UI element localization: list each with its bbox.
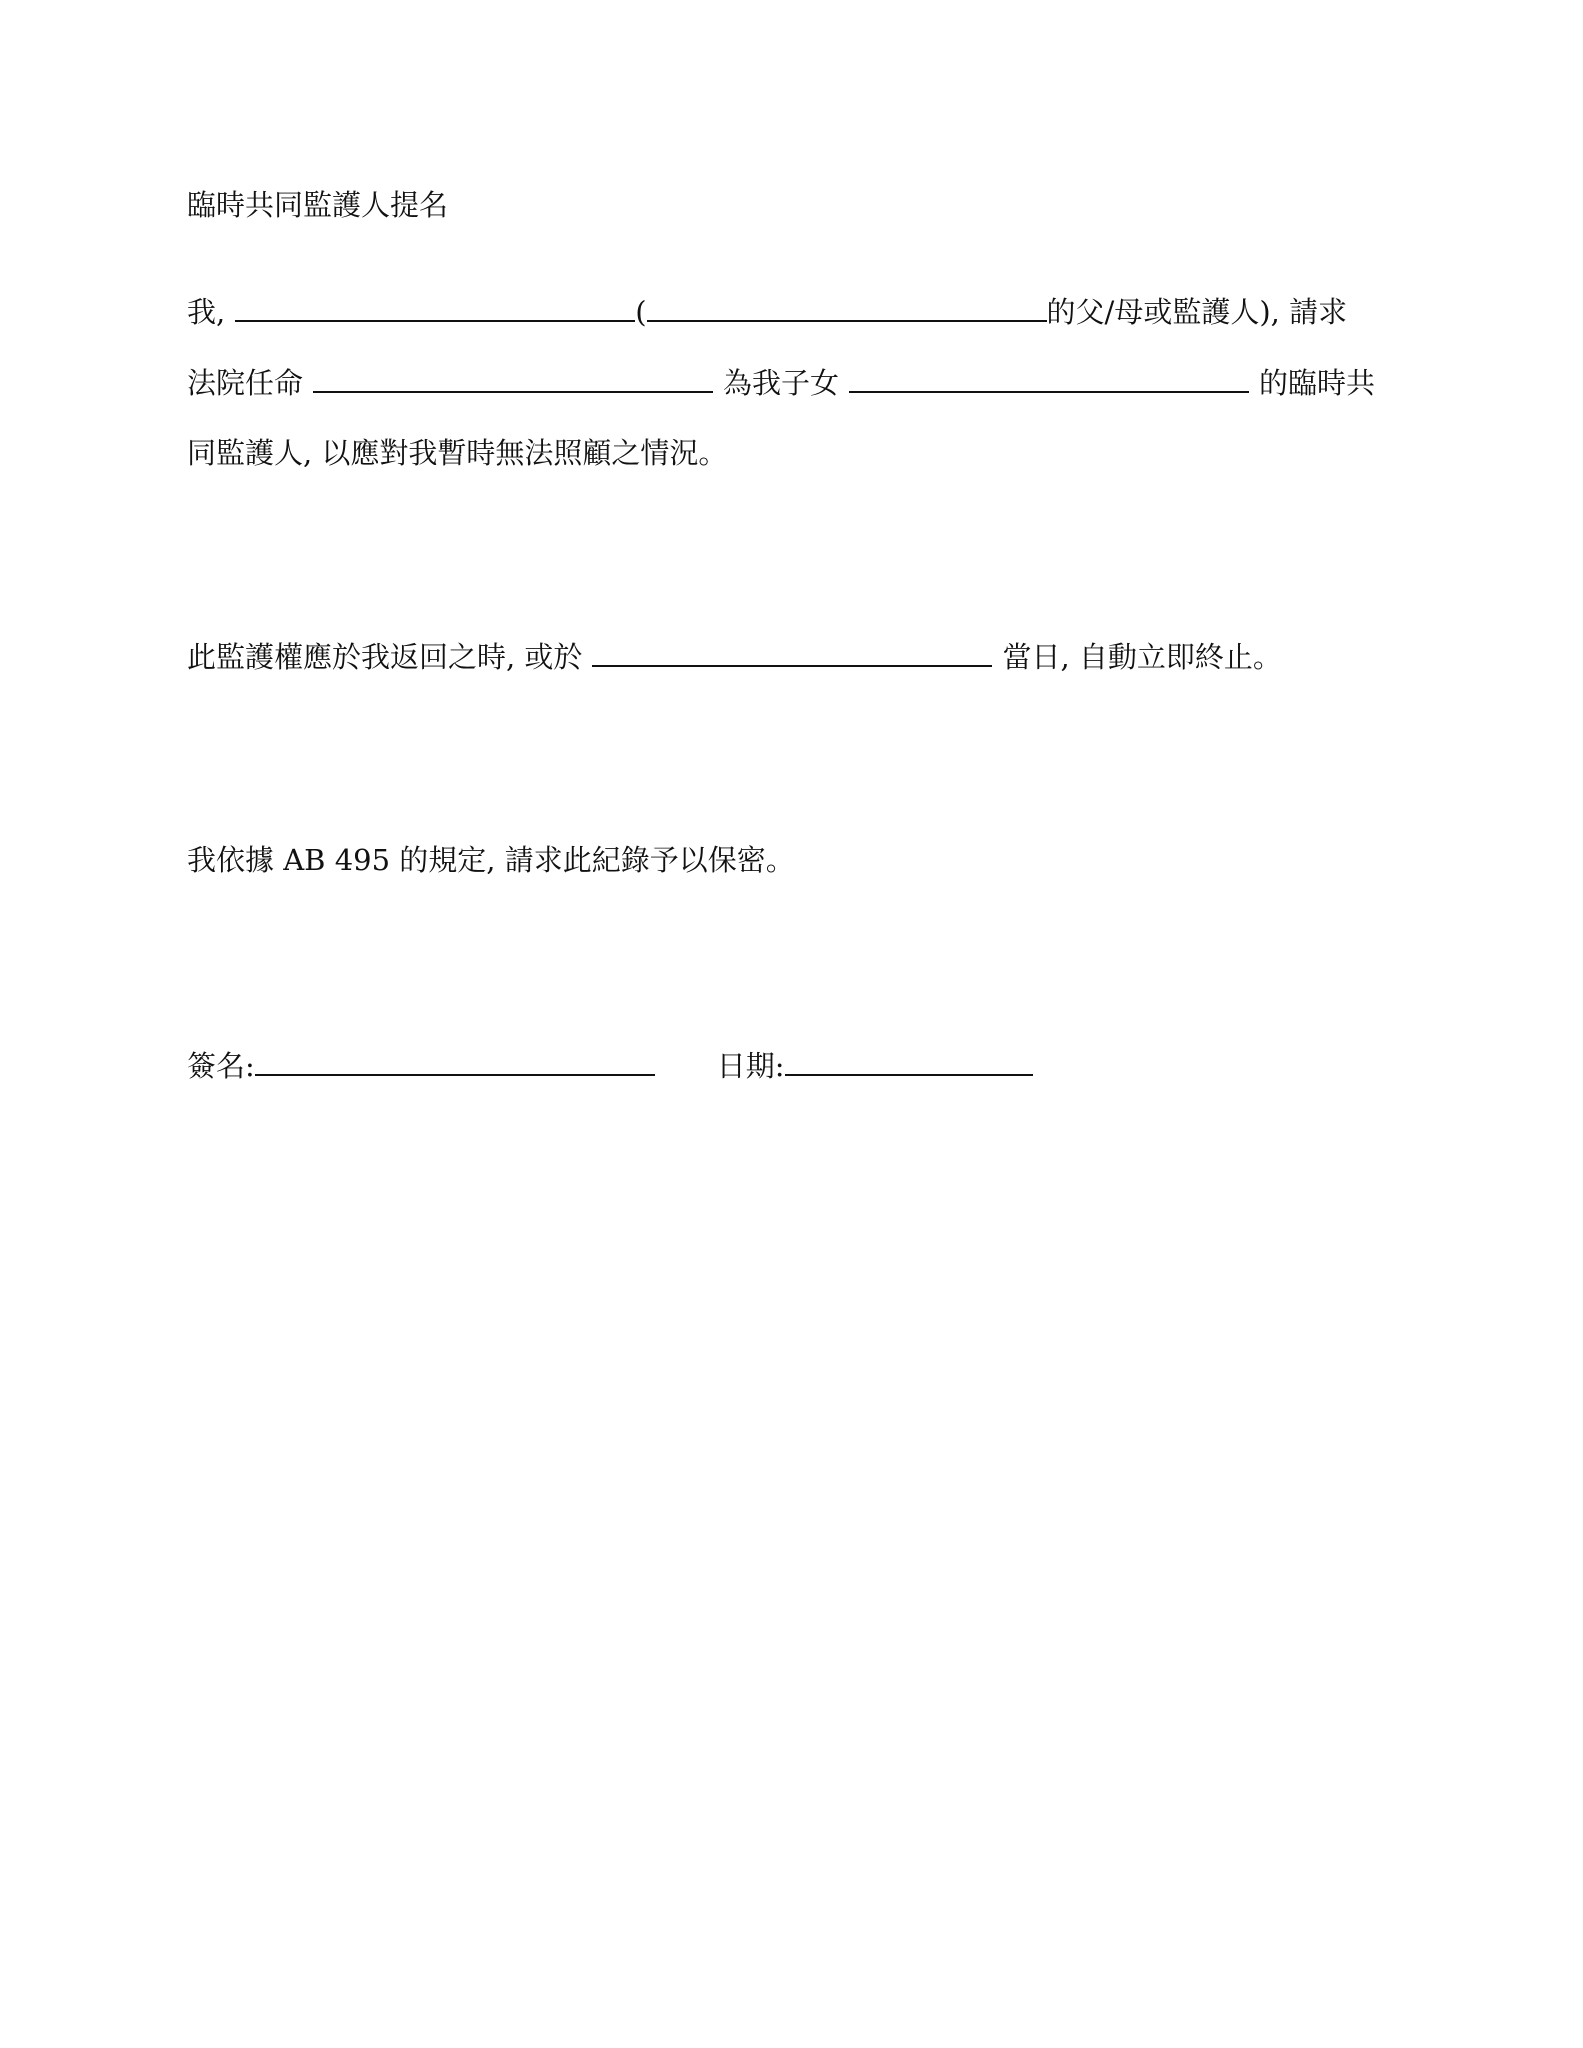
signature-label: 簽名: [187, 1049, 255, 1083]
date-label: 日期: [716, 1049, 785, 1083]
p3-text: 我依據 AB 495 的規定, 請求此紀錄予以保密。 [187, 843, 795, 877]
signature-row [187, 1046, 1033, 1085]
p1-closing-text: 同監護人, 以應對我暫時無法照顧之情況。 [187, 436, 728, 470]
p1-for-child-text: 為我子女 [723, 366, 840, 400]
p2-text-start: 此監護權應於我返回之時, 或於 [187, 640, 583, 674]
title-text: 臨時共同監護人提名 [187, 188, 449, 222]
document-title [187, 186, 448, 224]
guardian-name-field[interactable] [313, 363, 713, 393]
p1-temporary-text: 的臨時共 [1259, 366, 1376, 400]
termination-date-field[interactable] [592, 637, 992, 667]
p1-intro-text: 我, [187, 295, 226, 329]
p1-open-paren: ( [635, 295, 647, 329]
child-name-field[interactable] [647, 292, 1047, 322]
p2-text-end: 當日, 自動立即終止。 [1002, 640, 1282, 674]
paragraph-3 [187, 841, 795, 879]
p1-relationship-text: 的父/母或監護人), 請求 [1046, 295, 1348, 329]
paragraph-1-line-1 [187, 292, 1347, 331]
children-names-field[interactable] [849, 363, 1249, 393]
paragraph-2 [187, 637, 1282, 676]
paragraph-1-line-2 [187, 363, 1375, 402]
parent-name-field[interactable] [235, 292, 635, 322]
date-field[interactable] [785, 1046, 1033, 1076]
p1-court-text: 法院任命 [187, 366, 304, 400]
signature-field[interactable] [255, 1046, 655, 1076]
paragraph-1-line-3 [187, 434, 727, 472]
